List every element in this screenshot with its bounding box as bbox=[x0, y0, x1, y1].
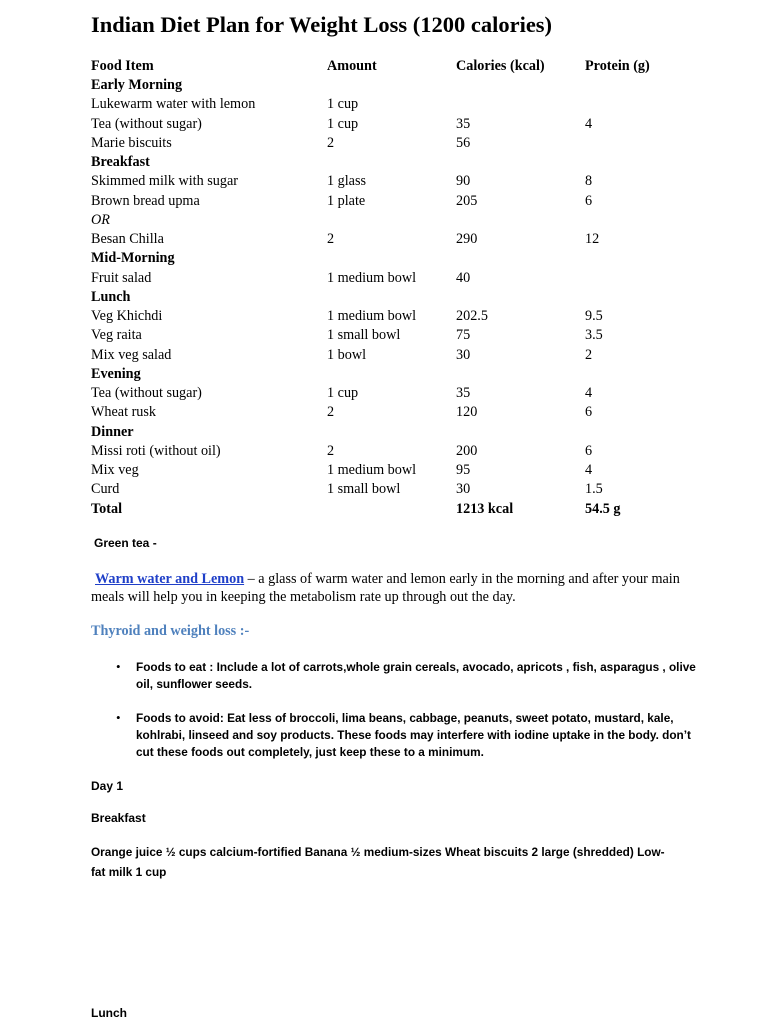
row-item: Wheat rusk bbox=[91, 404, 157, 421]
row-item: Mix veg bbox=[91, 462, 139, 478]
row-item: Marie biscuits bbox=[91, 134, 172, 151]
row-item: Veg Khichdi bbox=[91, 308, 163, 324]
row-protein: 54.5 g bbox=[585, 500, 621, 517]
row-amount: 1 glass bbox=[327, 173, 367, 190]
row-item: Mix veg salad bbox=[91, 346, 172, 363]
row-cal: 35 bbox=[456, 385, 471, 401]
row-cal: 205 bbox=[456, 192, 478, 209]
row-amount: 1 medium bowl bbox=[327, 462, 417, 478]
row-item: Curd bbox=[91, 481, 120, 498]
section-heading: Dinner bbox=[91, 423, 134, 440]
row-protein: 12 bbox=[585, 231, 600, 247]
warm-water-link[interactable]: Warm water and Lemon bbox=[95, 571, 245, 587]
foods-to-eat-item: Foods to eat : Include a lot of carrots,whole grain cereals, avocado, apricots , fish, asparagus , olive oil, sunflower seeds. bbox=[136, 660, 696, 691]
row-cal: 120 bbox=[456, 404, 478, 421]
header-food-item: Food Item bbox=[91, 58, 154, 74]
row-cal: 95 bbox=[456, 462, 471, 478]
row-amount: 1 small bowl bbox=[327, 327, 401, 344]
row-cal: 75 bbox=[456, 327, 471, 344]
row-item: Skimmed milk with sugar bbox=[91, 173, 238, 190]
row-cal: 30 bbox=[456, 481, 471, 498]
row-item: Brown bread upma bbox=[91, 192, 200, 209]
row-amount: 1 cup bbox=[327, 385, 359, 401]
row-protein: 2 bbox=[585, 346, 593, 363]
warm-water-paragraph bbox=[91, 570, 691, 606]
row-protein: 4 bbox=[585, 115, 593, 132]
row-protein: 4 bbox=[585, 385, 593, 401]
section-heading: Lunch bbox=[91, 288, 131, 305]
row-amount: 2 bbox=[327, 442, 335, 459]
row-item: Tea (without sugar) bbox=[91, 115, 202, 132]
row-cal: 35 bbox=[456, 115, 471, 132]
row-amount: 1 bowl bbox=[327, 346, 367, 363]
row-protein: 6 bbox=[585, 192, 593, 209]
header-calories: Calories (kcal) bbox=[456, 58, 545, 74]
row-cal: 290 bbox=[456, 231, 478, 247]
lunch-label: Lunch bbox=[91, 1006, 127, 1020]
row-amount: 1 small bowl bbox=[327, 481, 401, 498]
warm-water-text: – a glass of warm water and lemon early in the morning and after your main meals will help you in keeping the metabolism rate up through out the day. bbox=[91, 571, 680, 605]
row-item: Fruit salad bbox=[91, 269, 152, 286]
row-protein: 1.5 bbox=[585, 481, 603, 498]
row-protein: 6 bbox=[585, 404, 593, 421]
bullet-marker: • bbox=[116, 710, 121, 725]
row-amount: 2 bbox=[327, 404, 335, 421]
row-amount: 1 medium bowl bbox=[327, 269, 417, 286]
row-cal: 200 bbox=[456, 442, 478, 459]
row-amount: 1 cup bbox=[327, 96, 359, 113]
row-amount: 2 bbox=[327, 134, 335, 151]
foods-to-avoid-item: Foods to avoid: Eat less of broccoli, lima beans, cabbage, peanuts, sweet potato, mustard, kale, kohlrabi, linseed and soy products. These foods may interfere with iodine uptake in the body. don’t cut these foods out completely, just keep these to a minimum. bbox=[136, 711, 691, 759]
row-amount: 1 cup bbox=[327, 115, 359, 132]
row-cal: 40 bbox=[456, 269, 471, 286]
row-cal: 1213 kcal bbox=[456, 500, 514, 517]
header-amount: Amount bbox=[327, 58, 377, 74]
row-cal: 90 bbox=[456, 173, 471, 190]
row-protein: 8 bbox=[585, 173, 593, 190]
section-heading: Mid-Morning bbox=[91, 250, 175, 267]
breakfast-label: Breakfast bbox=[91, 811, 146, 825]
thyroid-heading: Thyroid and weight loss :- bbox=[91, 623, 250, 639]
row-amount: 1 plate bbox=[327, 192, 366, 209]
header-protein: Protein (g) bbox=[585, 58, 650, 74]
row-item: OR bbox=[91, 211, 110, 228]
breakfast-items: Orange juice ½ cups calcium-fortified Banana ½ medium-sizes Wheat biscuits 2 large (shredded) Low-fat milk 1 cup bbox=[91, 845, 665, 879]
row-protein: 9.5 bbox=[585, 308, 603, 324]
row-item: Tea (without sugar) bbox=[91, 385, 202, 401]
row-amount: 1 medium bowl bbox=[327, 308, 417, 324]
green-tea-label: Green tea - bbox=[94, 536, 157, 550]
section-heading: Evening bbox=[91, 365, 141, 382]
row-protein: 3.5 bbox=[585, 327, 603, 344]
row-item: Veg raita bbox=[91, 327, 142, 344]
row-item: Lukewarm water with lemon bbox=[91, 96, 256, 113]
row-cal: 30 bbox=[456, 346, 471, 363]
row-cal: 56 bbox=[456, 134, 471, 151]
bullet-marker: • bbox=[116, 659, 121, 674]
section-heading: Breakfast bbox=[91, 154, 150, 170]
day1-label: Day 1 bbox=[91, 779, 124, 793]
row-item: Total bbox=[91, 500, 123, 517]
row-cal: 202.5 bbox=[456, 308, 488, 324]
row-item: Missi roti (without oil) bbox=[91, 442, 221, 459]
section-heading: Early Morning bbox=[91, 77, 183, 93]
page-title: Indian Diet Plan for Weight Loss (1200 calories) bbox=[91, 12, 553, 37]
row-protein: 6 bbox=[585, 442, 593, 459]
row-item: Besan Chilla bbox=[91, 231, 164, 247]
row-protein: 4 bbox=[585, 462, 593, 478]
row-amount: 2 bbox=[327, 231, 335, 247]
